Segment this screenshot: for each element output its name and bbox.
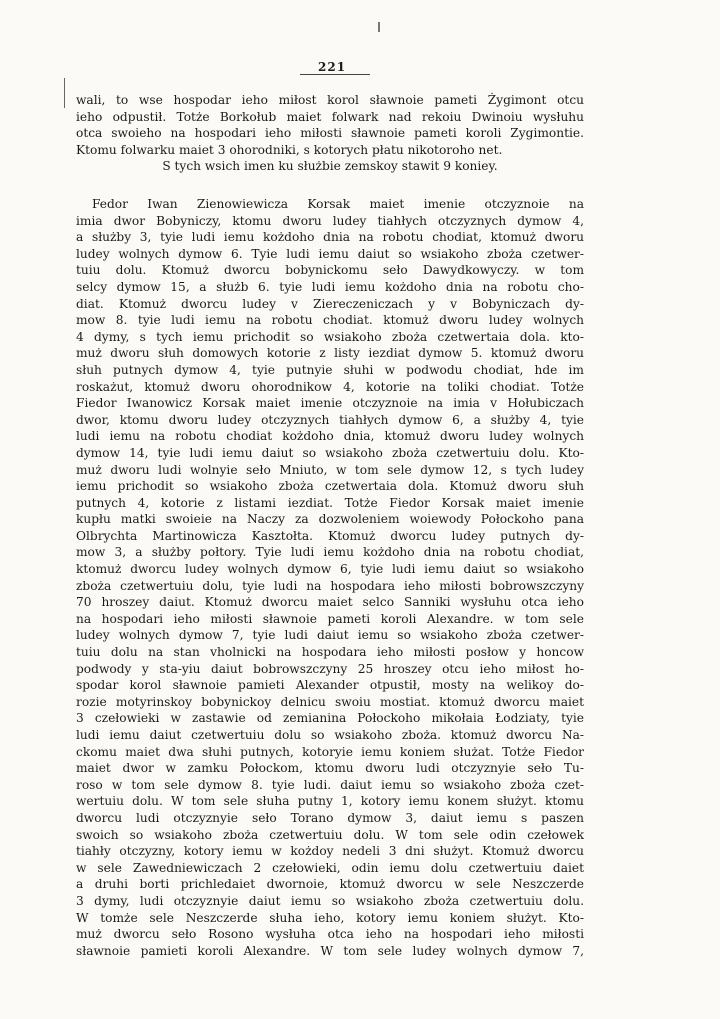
text-line: rozie motyrinskoy bobynickoy delnicu swoiu mostiat. ktomuż dworcu maiet	[76, 694, 584, 709]
text-line: W tomże sele Neszczerde słuha ieho, kotory iemu koniem służyt. Kto-	[76, 910, 584, 925]
text-line: muż dworcu seło Rosono wysłuha otca ieho na hospodari ieho miłosti	[76, 927, 584, 942]
text-line: putnych 4, kotorie z listami iezdiat. Totże Fiedor Korsak maiet imenie	[76, 495, 584, 510]
text-line: roso w tom sele dymow 8. tyie ludi. daiut iemu so wsiakoho zboża czet-	[76, 777, 584, 792]
header-rule	[300, 74, 370, 75]
text-line: imia dwor Bobyniczy, ktomu dworu ludey tiahłych otczyznych dymow 4,	[76, 213, 584, 228]
text-line: ludi iemu na robotu chodiat kożdoho dnia, ktomuż dworu ludey wolnych	[76, 429, 584, 444]
text-line: zboża czetwertuiu dolu, tyie ludi na hospodara ieho miłosti bobrowszczyny	[76, 578, 584, 593]
text-line: Olbrychta Martinowicza Kasztołta. Ktomuż dworcu ludey putnych dy-	[76, 528, 584, 543]
text-line: roskażut, ktomuż dworu ohorodnikow 4, kotorie na toliki chodiat. Totże	[76, 379, 584, 394]
text-line: podwody y sta-yiu daiut bobrowszczyny 25 hroszey otcu ieho miłost ho-	[76, 661, 584, 676]
text-line: a druhi borti prichledaiet dwornoie, ktomuż dworcu w sele Neszczerde	[76, 877, 584, 892]
text-line: ktomuż dworcu ludey wolnych dymow 6, tyie ludi iemu daiut so wsiakoho	[76, 562, 584, 577]
text-line: ludey wolnych dymow 6. Tyie ludi iemu daiut so wsiakoho zboża czetwer-	[76, 246, 584, 261]
intro-line: ieho odpustił. Totże Borkołub maiet folwark nad rekoiu Dwinoiu wysłuhu	[76, 109, 584, 124]
text-line: 3 dymy, ludi otczyznyie daiut iemu so wsiakoho zboża czetwertuiu dolu.	[76, 893, 584, 908]
text-line: 4 dymy, s tych iemu prichodit so wsiakoho zboża czetwertaia dola. kto-	[76, 329, 584, 344]
text-line: na hospodari ieho miłosti sławnoie pameti koroli Alexandre. w tom sele	[76, 611, 584, 626]
text-line: ckomu maiet dwa słuhi putnych, kotoryie iemu koniem służat. Totże Fiedor	[76, 744, 584, 759]
text-line: diat. Ktomuż dworcu ludey v Ziereczeniczach y v Bobyniczach dy-	[76, 296, 584, 311]
text-line: swoich so wsiakoho zboża czetwertuiu dolu. W tom sele odin czełowek	[76, 827, 584, 842]
text-line: mow 3, a służby połtory. Tyie ludi iemu kożdoho dnia na robotu chodiat,	[76, 545, 584, 560]
text-line: selcy dymow 15, a służb 6. tyie ludi iemu kożdoho dnia na robotu cho-	[76, 279, 584, 294]
text-line: dwor, ktomu dworu ludey otczyznych tiahłych dymow 6, a służby 4, tyie	[76, 412, 584, 427]
intro-line: S tych wsich imen ku służbie zemskoy stawit 9 koniey.	[162, 159, 498, 174]
text-line: wertuiu dolu. W tom sele słuha putny 1, kotory iemu konem służyt. ktomu	[76, 794, 584, 809]
page-number: 221	[318, 60, 347, 74]
intro-line: Ktomu folwarku maiet 3 ohorodniki, s kotorych płatu nikotoroho net.	[76, 142, 503, 157]
intro-line: otca swoieho na hospodari ieho miłosti sławnoie pameti koroli Zygimontie.	[76, 126, 584, 141]
margin-mark	[64, 78, 65, 108]
text-line: tuiu dolu. Ktomuż dworcu bobynickomu seło Dawydkowyczy. w tom	[76, 263, 584, 278]
text-line: kupłu matki swoieie na Naczy za dozwoleniem woiewody Połockoho pana	[76, 512, 584, 527]
text-line: dworcu ludi otczyznyie seło Torano dymow 3, daiut iemu s paszen	[76, 810, 584, 825]
text-line: dymow 14, tyie ludi iemu daiut so wsiakoho zboża czetwertuiu dolu. Kto-	[76, 445, 584, 460]
main-paragraph	[76, 196, 584, 959]
intro-line: wali, to wse hospodar ieho miłost korol sławnoie pameti Żygimont otcu	[76, 93, 584, 107]
text-line: a służby 3, tyie ludi iemu kożdoho dnia na robotu chodiat, ktomuż dworu	[76, 230, 584, 245]
text-line: 70 hroszey daiut. Ktomuż dworcu maiet selco Sanniki wysłuhu otca ieho	[76, 595, 584, 610]
text-line: muż dworu słuh domowych kotorie z listy iezdiat dymow 5. ktomuż dworu	[76, 346, 584, 361]
text-line: maiet dwor w zamku Połockom, ktomu dworu ludi otczyznyie seło Tu-	[76, 761, 584, 776]
text-line: tuiu dolu na stan vholnicki na hospodara ieho miłosti posłow y honcow	[76, 645, 584, 660]
text-line: 3 czełowieki w zastawie od zemianina Połockoho mikołaia Łodziaty, tyie	[76, 711, 584, 726]
text-line: spodar korol sławnoie pamieti Alexander otpustił, mosty na welikoy do-	[76, 678, 584, 693]
text-line: w sele Zawedniewiczach 2 czełowieki, odin iemu dolu czetwertuiu daiet	[76, 860, 584, 875]
text-line: iemu prichodit so wsiakoho zboża czetwertaia dola. Ktomuż dworu słuh	[76, 479, 584, 494]
text-line: ludey wolnych dymow 7, tyie ludi daiut iemu so wsiakoho zboża czetwer-	[76, 628, 584, 643]
text-line: sławnoie pamieti koroli Alexandre. W tom sele ludey wolnych dymow 7,	[76, 943, 584, 958]
text-line: muż dworu ludi wolnyie seło Mniuto, w tom sele dymow 12, s tych ludey	[76, 462, 584, 477]
text-line: tiahły otczyzny, kotory iemu w kożdoy nedeli 3 dni służyt. Ktomuż dworcu	[76, 844, 584, 859]
text-line: Fiedor Iwanowicz Korsak maiet imenie otczyznoie na imia v Hołubiczach	[76, 396, 584, 411]
text-line: słuh putnych dymow 4, tyie putnyie słuhi w podwodu chodiat, hde im	[76, 362, 584, 377]
text-line: ludi iemu daiut czetwertuiu dolu so wsiakoho zboża. ktomuż dworcu Na-	[76, 728, 584, 742]
fold-mark	[378, 22, 380, 32]
text-line: Fedor Iwan Zienowiewicza Korsak maiet imenie otczyznoie na	[92, 197, 584, 211]
text-line: mow 8. tyie ludi iemu na robotu chodiat. ktomuż dworu ludey wolnych	[76, 313, 584, 328]
intro-paragraph	[76, 92, 584, 175]
